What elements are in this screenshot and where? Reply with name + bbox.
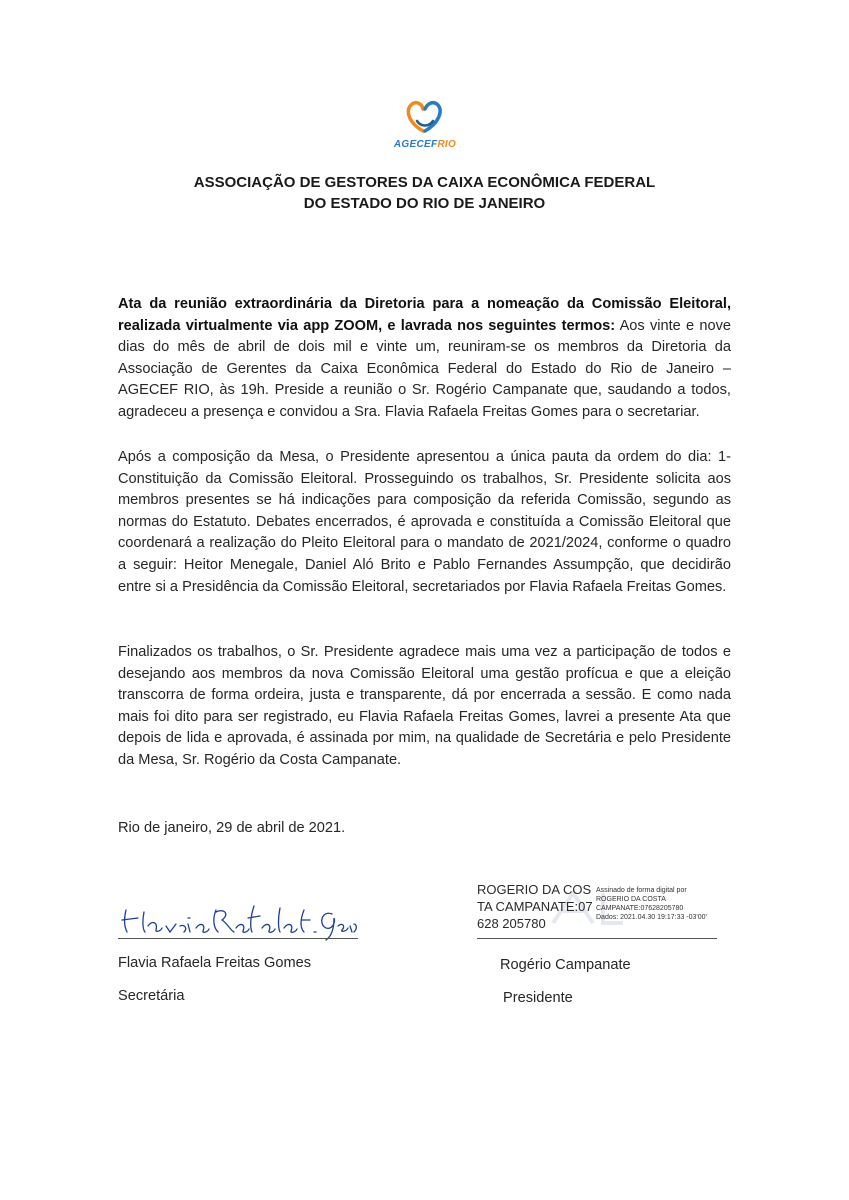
digital-signature-line-3: CAMPANATE:07628205780 <box>596 905 684 912</box>
handwritten-signature <box>118 898 358 942</box>
title-line-1: ASSOCIAÇÃO DE GESTORES DA CAIXA ECONÔMICA FEDERAL <box>193 174 656 191</box>
logo-text: AGECEFRIO <box>393 139 457 150</box>
secretary-name: Flavia Rafaela Freitas Gomes <box>118 955 312 971</box>
organization-title <box>100 172 749 214</box>
heart-logo-icon <box>403 97 447 137</box>
president-name: Rogério Campanate <box>500 957 631 973</box>
paragraph-3: Finalizados os trabalhos, o Sr. Presidente agradece mais uma vez a participação de todos e desejando aos membros da nova Comissão Eleitoral uma gestão profícua e que a eleição transcorra de forma ordeira, justa e transparente, dá por encerrada a sessão. E como nada mais foi dito para ser registrado, eu Flavia Rafaela Freitas Gomes, lavrei a presente Ata que depois de lida e aprovada, é assinada por mim, na qualidade de Secretária e pelo Presidente da Mesa, Sr. Rogério da Costa Campanate. <box>118 644 731 768</box>
secretary-signature-line <box>118 938 358 939</box>
digital-signature-line-2: ROGERIO DA COSTA <box>596 896 666 903</box>
digital-signature-block <box>477 881 717 937</box>
paragraph-2: Após a composição da Mesa, o Presidente apresentou a única pauta da ordem do dia: 1-Constituição da Comissão Eleitoral. Prosseguindo os trabalhos, Sr. Presidente solicita aos membros presentes se há indicações para composição da referida Comissão, segundo as normas do Estatuto. Debates encerrados, é aprovada e constituída a Comissão Eleitoral que coordenará a realização do Pleito Eleitoral para o mandato de 2021/2024, conforme o quadro a seguir: Heitor Menegale, Daniel Aló Brito e Pablo Fernandes Assumpção, que decidirão entre si a Presidência da Comissão Eleitoral, secretariados por Flavia Rafaela Freitas Gomes. <box>118 449 731 595</box>
digital-signature-details <box>596 886 717 922</box>
paragraph-1-text: Aos vinte e nove dias do mês de abril de dois mil e vinte um, reuniram-se os membros da Diretoria da Associação de Gerentes da Caixa Econômica Federal do Estado do Rio de Janeiro – AGECEF RIO, às 19h. Preside a reunião o Sr. Rogério Campanate que, saudando a todos, agradeceu a presença e convidou a Sra. Flavia Rafaela Freitas Gomes para o secretariar. <box>118 317 731 420</box>
document-date: Rio de janeiro, 29 de abril de 2021. <box>118 820 346 836</box>
paragraph-1-heading: Ata da reunião extraordinária da Diretoria para a nomeação da Comissão Eleitoral, realizada virtualmente via app ZOOM, e lavrada nos seguintes termos: <box>118 296 731 334</box>
agecef-logo <box>383 97 467 159</box>
digital-signature-line-4: Dados: 2021.04.30 19:17:33 -03'00' <box>596 914 707 921</box>
president-signature-line <box>477 938 717 939</box>
digital-signature-line-1: Assinado de forma digital por <box>596 887 687 894</box>
title-line-2: DO ESTADO DO RIO DE JANEIRO <box>303 195 546 212</box>
paragraph-1 <box>118 294 731 424</box>
secretary-role: Secretária <box>118 988 185 1004</box>
digital-signer-name: ROGERIO DA COSTA CAMPANATE:07628 205780 <box>477 882 593 931</box>
president-role: Presidente <box>503 990 573 1006</box>
